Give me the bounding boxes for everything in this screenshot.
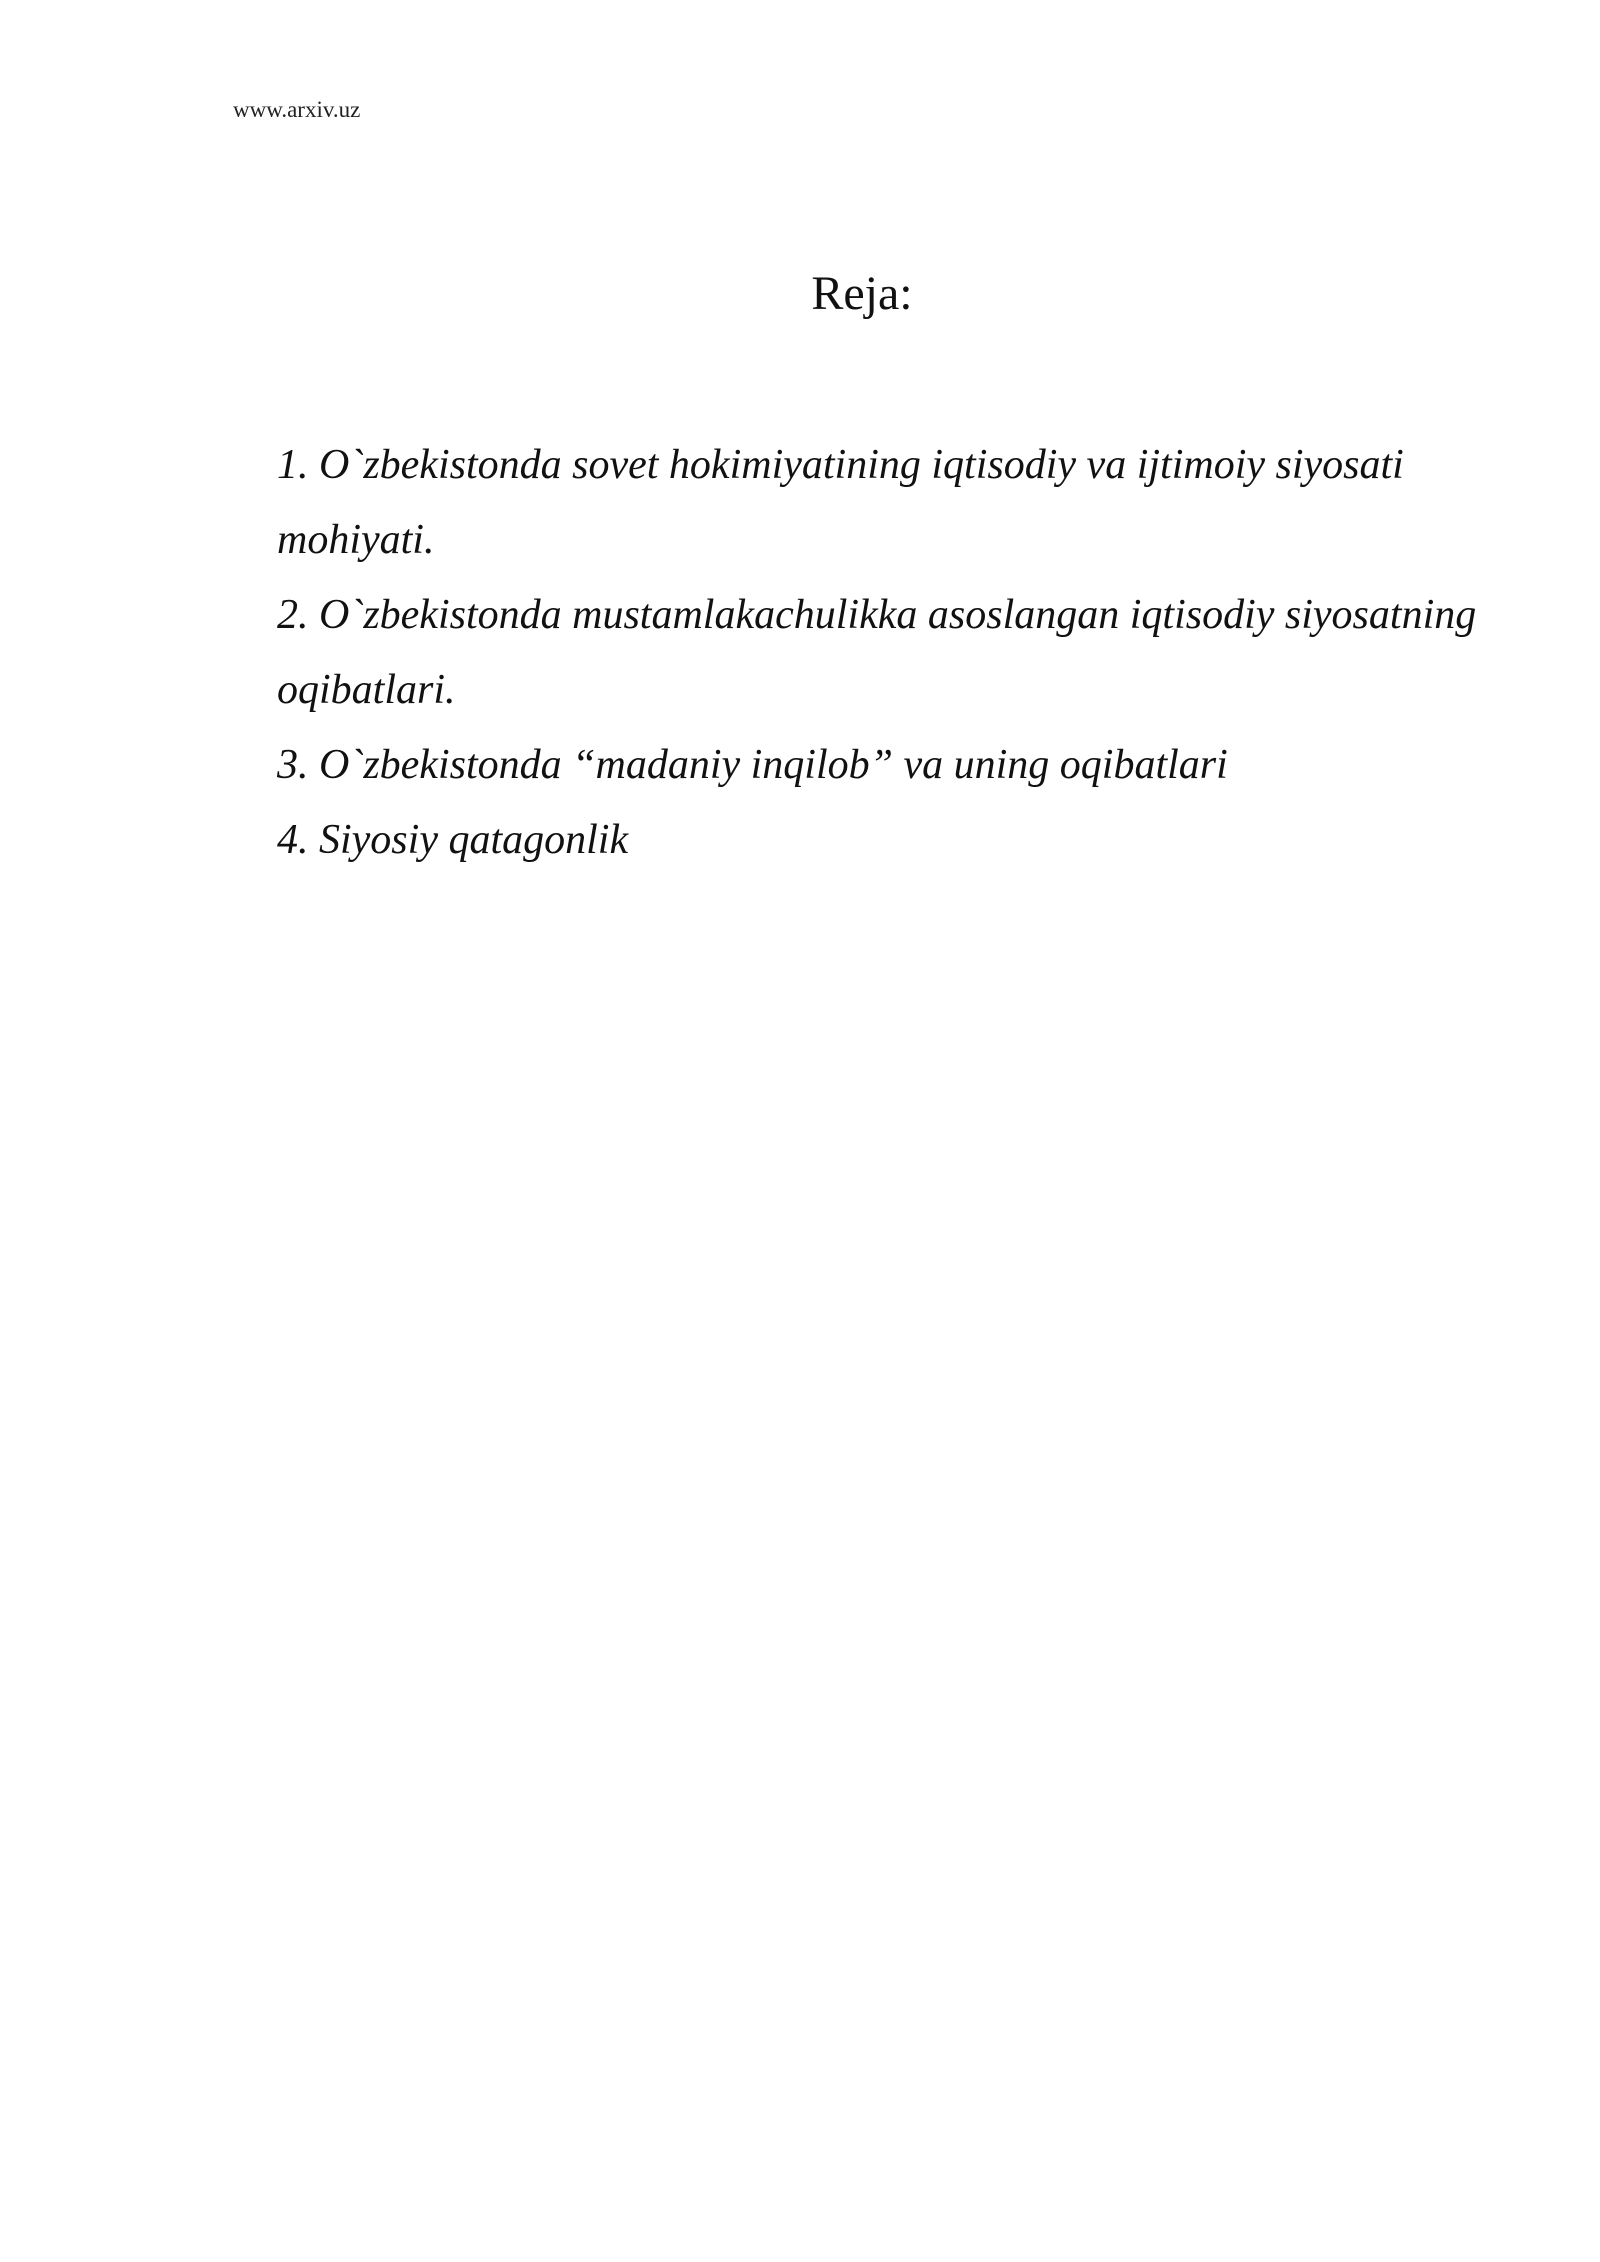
plan-item-3: 3. O`zbekistonda “madaniy inqilob” va uning oqibatlari	[277, 742, 1228, 788]
page-title: Reja:	[811, 267, 913, 320]
header-url: www.arxiv.uz	[233, 97, 361, 122]
plan-item-1: 1. O`zbekistonda sovet hokimiyatining iqtisodiy va ijtimoiy siyosati mohiyati.	[277, 442, 1404, 563]
plan-item-4: 4. Siyosiy qatagonlik	[277, 817, 629, 863]
plan-item-2: 2. O`zbekistonda mustamlakachulikka asoslangan iqtisodiy siyosatning oqibatlari.	[277, 592, 1477, 713]
plan-list	[277, 428, 1477, 878]
